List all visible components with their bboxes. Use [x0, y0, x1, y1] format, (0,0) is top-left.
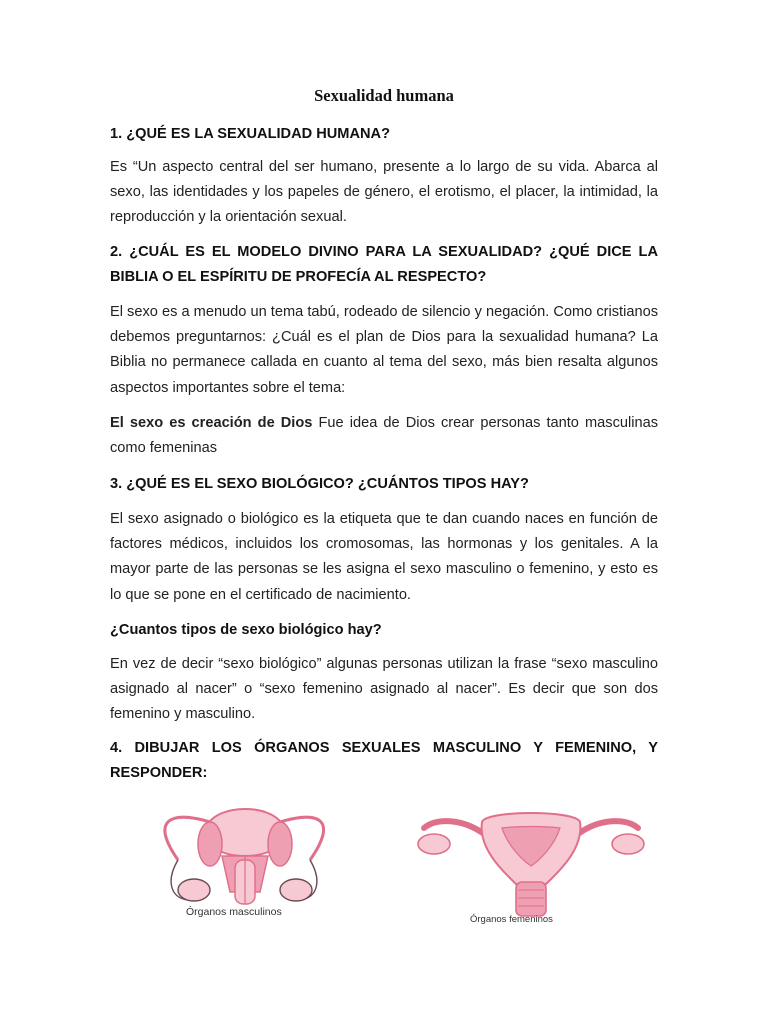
- section-2-point-text: Fue idea de Dios crear personas tanto masculinas como femeninas: [110, 415, 658, 457]
- section-3-heading: 3. ¿QUÉ ES EL SEXO BIOLÓGICO? ¿CUÁNTOS TIPOS HAY?: [110, 476, 529, 492]
- section-3-subparagraph: En vez de decir “sexo biológico” algunas personas utilizan la frase “sexo masculino asignado al nacer” o “sexo femenino asignado al nacer”. Es decir que son dos femenino y masculino.: [110, 656, 658, 723]
- section-2-paragraph: El sexo es a menudo un tema tabú, rodeado de silencio y negación. Como cristianos debemos preguntarnos: ¿Cuál es el plan de Dios para la sexualidad humana? La Biblia no permanece callada en cuanto al tema del sexo, más bien resalta algunos aspectos importantes sobre el tema:: [110, 304, 658, 396]
- document-title: Sexualidad humana: [314, 86, 454, 105]
- male-organs-label: Órganos masculinos: [186, 906, 282, 918]
- section-1-heading: 1. ¿QUÉ ES LA SEXUALIDAD HUMANA?: [110, 126, 390, 142]
- section-3-paragraph: El sexo asignado o biológico es la etiqueta que te dan cuando naces en función de factores médicos, incluidos los cromosomas, las hormonas y los genitales. A la mayor parte de las personas se les asigna el sexo masculino o femenino, y esto es lo que se pone en el certificado de nacimiento.: [110, 511, 658, 603]
- female-organs-label: Órganos femeninos: [470, 914, 553, 925]
- section-2-point-bold: El sexo es creación de Dios: [110, 415, 313, 431]
- section-2-heading: 2. ¿CUÁL ES EL MODELO DIVINO PARA LA SEXUALIDAD? ¿QUÉ DICE LA BIBLIA O EL ESPÍRITU DE PROFECÍA AL RESPECTO?: [110, 244, 658, 285]
- reproductive-organs-figure: [110, 800, 658, 936]
- section-4-heading: 4. DIBUJAR LOS ÓRGANOS SEXUALES MASCULINO Y FEMENINO, Y RESPONDER:: [110, 740, 658, 781]
- section-2-point: [110, 411, 658, 461]
- section-1-paragraph: Es “Un aspecto central del ser humano, presente a lo largo de su vida. Abarca al sexo, las identidades y los papeles de género, el erotismo, el placer, la intimidad, la reproducción y la orientación sexual.: [110, 159, 658, 226]
- section-3-subheading: ¿Cuantos tipos de sexo biológico hay?: [110, 622, 382, 638]
